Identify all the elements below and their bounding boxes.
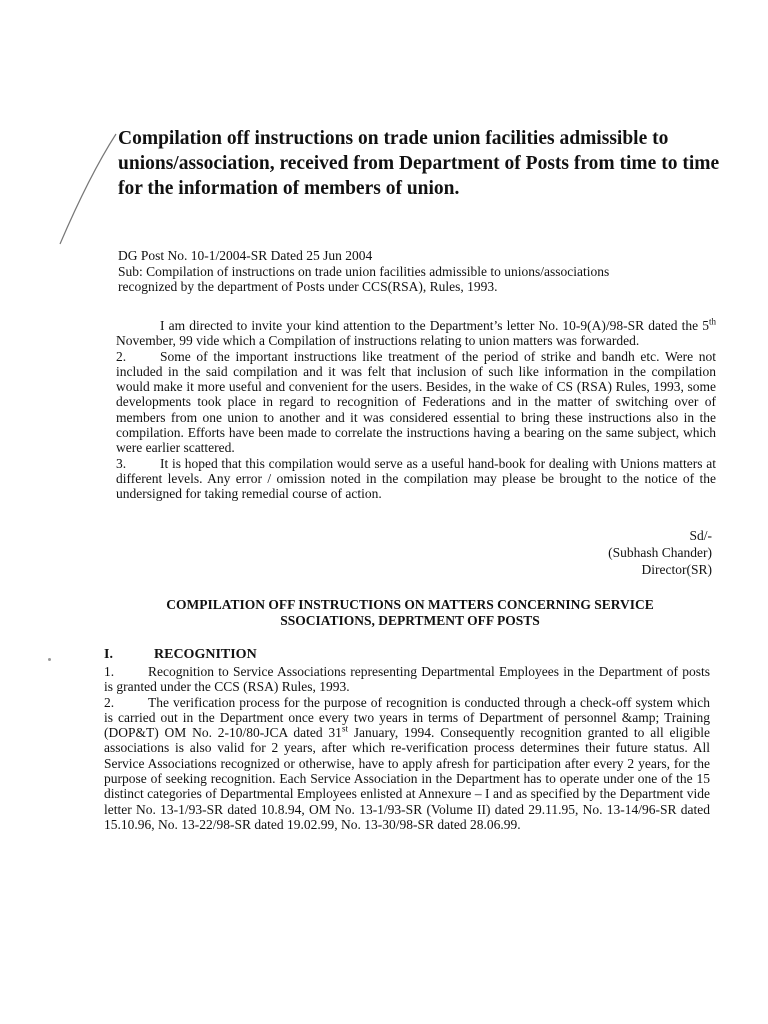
- signature-sd: Sd/-: [689, 528, 712, 543]
- paragraph-1-sup: th: [708, 316, 716, 327]
- recognition-paragraph-1-number: 1.: [104, 664, 115, 679]
- compilation-heading-line-1: COMPILATION OFF INSTRUCTIONS ON MATTERS CONCERNING SERVICE: [166, 597, 654, 612]
- signatory-name: (Subhash Chander): [608, 545, 712, 560]
- recognition-paragraph-2-text-b: January, 1994. Consequently recognition granted to all eligible associations is also valid for 2 years, after which re-verification process determines their future status. All Service Associations recognized or otherwise, have to apply afresh for participation after every 2 years, for the purpose of seeking recognition. Each Service Association in the Department has to operate under one of the 15 distinct categories of Departmental Employees enlisted at Annexure – I and as specified by the Department vide letter No. 13-1/93-SR dated 10.8.94, OM No. 13-1/93-SR (Volume II) dated 29.11.95, No. 13-14/96-SR dated 15.10.96, No. 13-22/98-SR dated 19.02.99, No. 13-30/98-SR dated 28.06.99.: [104, 725, 710, 832]
- scan-speck: [48, 658, 51, 661]
- recognition-paragraph-1: [104, 664, 710, 695]
- paragraph-1-text-b: November, 99 vide which a Compilation of instructions relating to union matters was forwarded.: [116, 333, 640, 349]
- pen-stroke-mark: [58, 132, 118, 247]
- subject-line-2: recognized by the department of Posts under CCS(RSA), Rules, 1993.: [118, 279, 498, 294]
- section-number: I.: [104, 647, 113, 662]
- paragraph-2: [116, 349, 716, 456]
- compilation-heading: [100, 597, 720, 629]
- recognition-body: [104, 664, 710, 832]
- recognition-paragraph-2-number: 2.: [104, 694, 115, 710]
- recognition-paragraph-2-sup: st: [341, 723, 348, 734]
- paragraph-1-text-a: I am directed to invite your kind attention to the Department’s letter No. 10-9(A)/98-SR dated the 5: [160, 318, 709, 333]
- section-heading: [104, 647, 257, 663]
- signature-block: [608, 527, 712, 578]
- letter-body: [116, 318, 716, 502]
- paragraph-2-text: Some of the important instructions like treatment of the period of strike and bandh etc. Were not included in the said compilation and it was felt that inclusion of such like information in the compilation would make it more useful and convenient for the users. Besides, in the wake of CS (RSA) Rules, 1993, some developments took place in regard to recognition of Federations and in the matter of switching over of members from one union to another and it was considered essential to bring these instructions also in the compilation. Efforts have been made to correlate the instructions having a bearing on the same subject, which were earlier scattered.: [116, 348, 716, 456]
- compilation-heading-line-2: SSOCIATIONS, DEPRTMENT OFF POSTS: [280, 613, 540, 628]
- section-title: RECOGNITION: [154, 647, 257, 662]
- recognition-paragraph-2-text-a: The verification process for the purpose of recognition is conducted through a check-off system which is carried out in the Department once every two years in terms of Department of personnel &amp; Training (DOP&T) OM No. 2-10/80-JCA dated 31: [104, 694, 710, 741]
- recognition-paragraph-1-text: Recognition to Service Associations representing Departmental Employees in the Department of posts is granted under the CCS (RSA) Rules, 1993.: [104, 664, 710, 695]
- reference-line: DG Post No. 10-1/2004-SR Dated 25 Jun 2004: [118, 248, 373, 263]
- paragraph-3: [116, 456, 716, 502]
- paragraph-2-number: 2.: [116, 348, 127, 364]
- recognition-paragraph-2: [104, 695, 710, 833]
- paragraph-1: [116, 318, 716, 349]
- subject-line-1: Sub: Compilation of instructions on trade union facilities admissible to unions/associations: [118, 263, 610, 279]
- document-title: Compilation off instructions on trade union facilities admissible to unions/association, received from Department of Posts from time to time for the information of members of union.: [118, 128, 720, 199]
- paragraph-3-number: 3.: [116, 455, 127, 471]
- reference-block: [118, 248, 718, 295]
- paragraph-3-text: It is hoped that this compilation would serve as a useful hand-book for dealing with Unions matters at different levels. Any error / omission noted in the compilation may please be brought to the notice of the undersigned for taking remedial course of action.: [116, 455, 716, 502]
- signatory-designation: Director(SR): [641, 562, 712, 577]
